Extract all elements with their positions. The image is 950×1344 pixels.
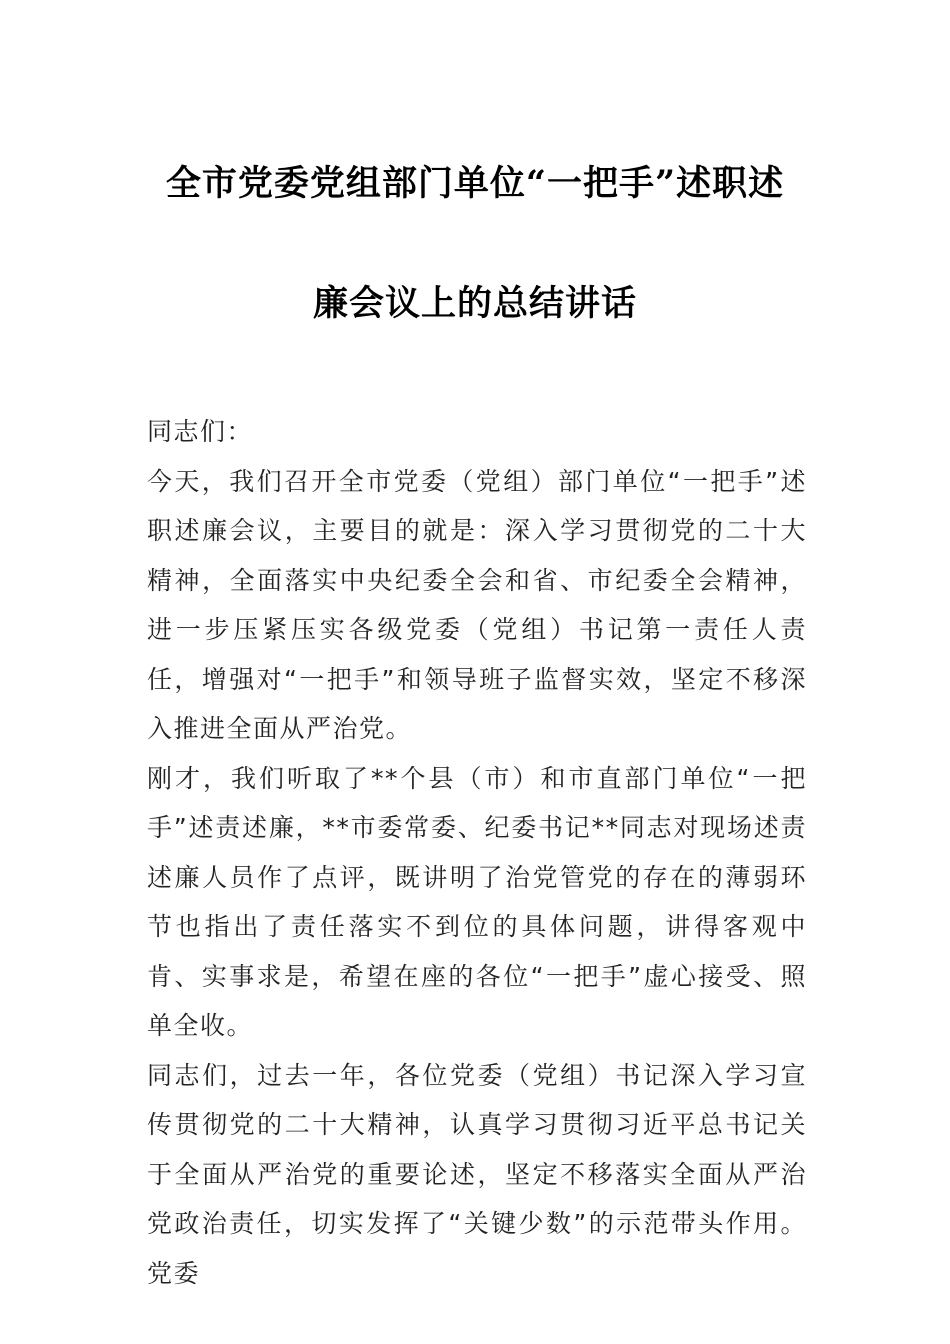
document-title-line-2: 廉会议上的总结讲话 [312, 283, 637, 324]
salutation-paragraph: 同志们： [147, 417, 254, 446]
body-paragraph: 今天，我们召开全市党委（党组）部门单位“一把手”述职述廉会议，主要目的就是：深入学习贯彻党的二十大精神，全面落实中央纪委全会和省、市纪委全会精神，进一步压紧压实各级党委（党组）书记第一责任人责任，增强对“一把手”和领导班子监督实效，坚定不移深入推进全面从严治党。 [147, 466, 807, 743]
body-paragraph: 刚才，我们听取了**个县（市）和市直部门单位“一把手”述责述廉，**市委常委、纪委书记**同志对现场述责述廉人员作了点评，既讲明了治党管党的存在的薄弱环节也指出了责任落实不到位的具体问题，讲得客观中肯、实事求是，希望在座的各位“一把手”虚心接受、照单全收。 [147, 763, 807, 1040]
document-body [147, 407, 807, 1298]
body-paragraph: 同志们，过去一年，各位党委（党组）书记深入学习宣传贯彻党的二十大精神，认真学习贯彻习近平总书记关于全面从严治党的重要论述，坚定不移落实全面从严治党政治责任，切实发挥了“关键少数”的示范带头作用。党委 [147, 1060, 807, 1288]
document-title-line-1: 全市党委党组部门单位“一把手”述职述 [165, 163, 785, 204]
